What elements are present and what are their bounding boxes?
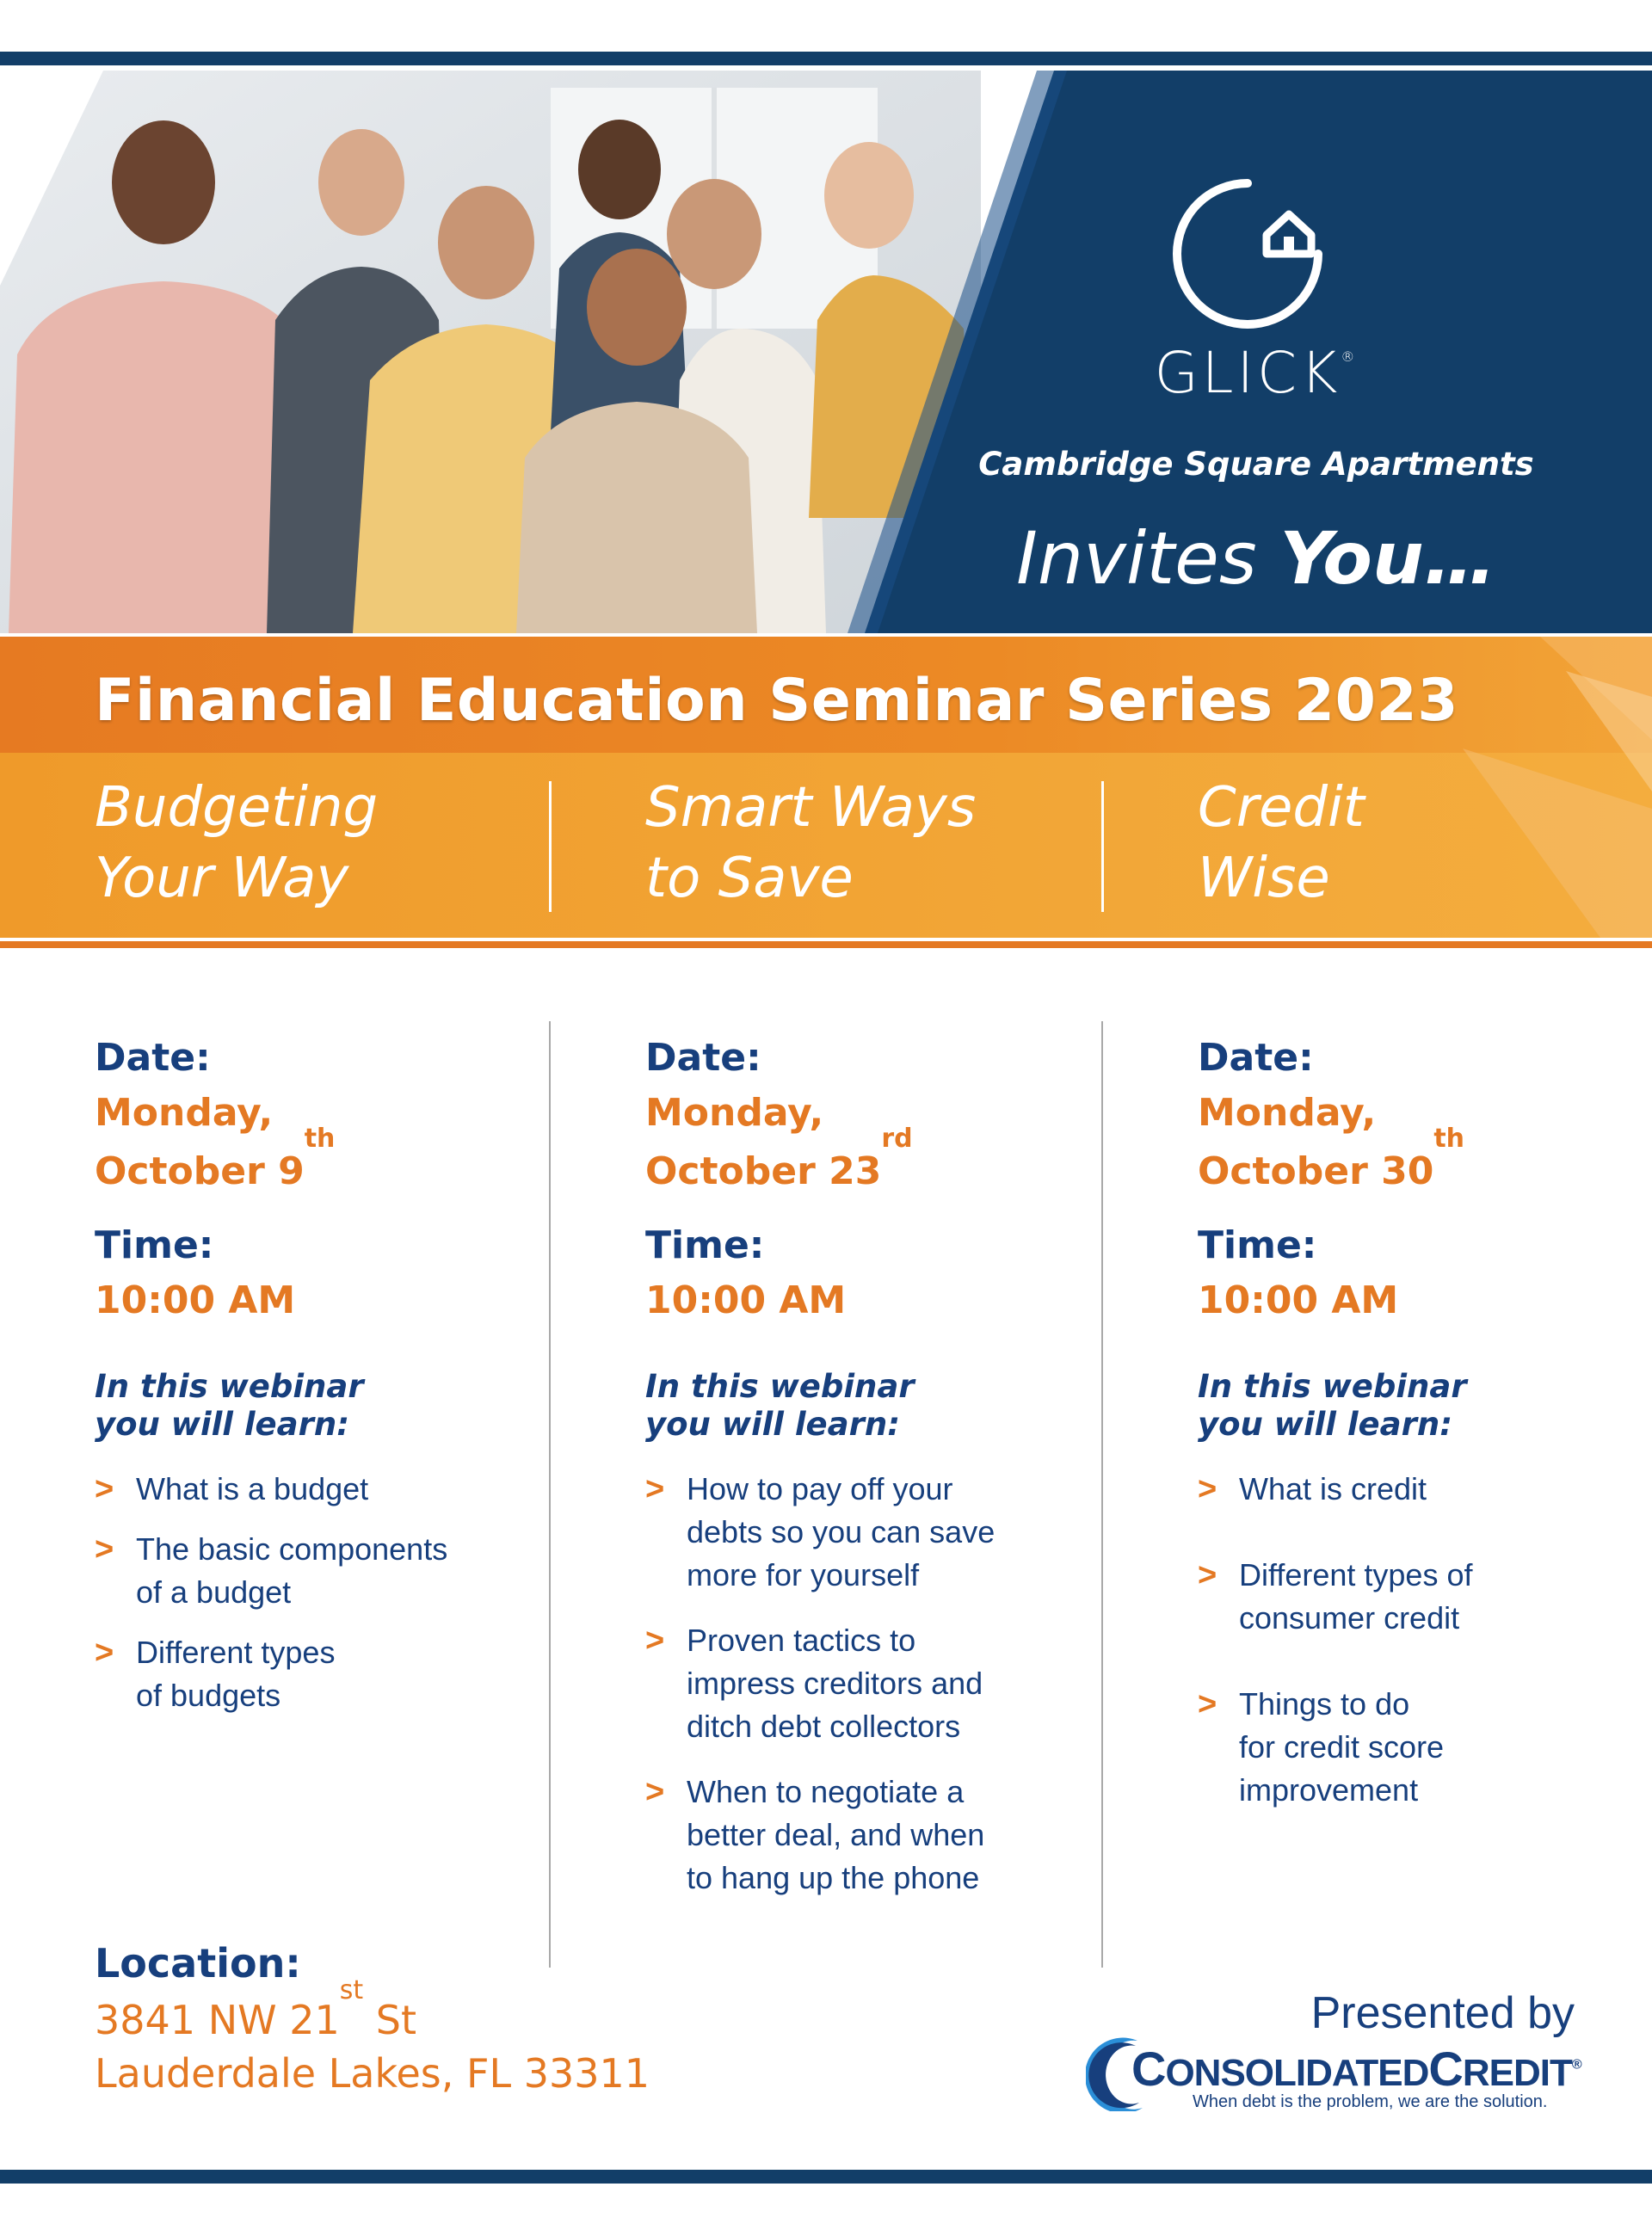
date-day (95, 1124, 576, 1201)
list-item-line: better deal, and when (687, 1817, 985, 1852)
invites-prefix: Invites (1016, 516, 1257, 601)
list-item (95, 1631, 576, 1717)
list-item-line: to hang up the phone (687, 1860, 980, 1895)
street-name: St (363, 1997, 417, 2043)
glick-house-logo-icon (1162, 168, 1334, 340)
topic-line: Smart Ways (645, 776, 977, 840)
topic-line: to Save (645, 847, 854, 910)
topic-line: Wise (1198, 847, 1330, 910)
list-item (1198, 1683, 1652, 1812)
list-item (1198, 1468, 1652, 1511)
list-item (95, 1528, 576, 1614)
presenter-name-part: REDIT (1462, 2052, 1572, 2094)
location-label: Location: (95, 1940, 301, 1987)
date-weekday: Monday, (645, 1091, 824, 1135)
list-item-line: impress creditors and (687, 1666, 983, 1701)
presenter-name-part: C (1428, 2042, 1463, 2096)
learn-heading-line: In this webinar (645, 1368, 915, 1405)
list-item-line: When to negotiate a (687, 1774, 965, 1809)
list-item-line: What is a budget (136, 1471, 369, 1506)
list-item-line: of a budget (136, 1574, 292, 1610)
date-day-text: October 30 (1198, 1149, 1434, 1193)
bottom-border-bar (0, 2170, 1652, 2184)
date-day (1198, 1124, 1652, 1201)
list-item-line: Things to do (1239, 1686, 1410, 1722)
presenter-tagline: When debt is the problem, we are the solution. (1193, 2092, 1548, 2111)
series-title: Financial Education Seminar Series 2023 (95, 667, 1459, 735)
date-label: Date: (645, 1036, 761, 1080)
list-item-line: improvement (1239, 1772, 1419, 1808)
chevron-right-icon: > (95, 1471, 114, 1507)
list-item (645, 1468, 1127, 1597)
learn-heading-line: you will learn: (645, 1406, 900, 1443)
chevron-right-icon: > (1198, 1557, 1217, 1593)
list-item-line: The basic components (136, 1531, 448, 1567)
chevron-right-icon: > (95, 1635, 114, 1671)
date-label: Date: (1198, 1036, 1314, 1080)
list-item-line: ditch debt collectors (687, 1709, 961, 1744)
topic-line: Budgeting (95, 776, 379, 840)
date-weekday: Monday, (95, 1091, 274, 1135)
learn-list (95, 1468, 576, 1717)
topic-divider (1101, 781, 1104, 912)
topic-line: Your Way (95, 847, 349, 910)
learn-heading-line: you will learn: (95, 1406, 349, 1443)
topic-budgeting (95, 773, 378, 914)
time-label: Time: (645, 1223, 765, 1267)
presenter-registered-mark: ® (1571, 2057, 1581, 2073)
orange-band-accent-rule (0, 941, 1652, 948)
list-item-line: Different types (136, 1635, 336, 1670)
location-street (95, 1975, 417, 2046)
street-ordinal: st (339, 1975, 364, 2005)
learn-heading (95, 1368, 576, 1444)
learn-list (645, 1468, 1127, 1900)
date-day (645, 1124, 1127, 1201)
topic-credit-wise (1198, 773, 1365, 914)
list-item (645, 1771, 1127, 1900)
presenter-name-part: C (1131, 2042, 1166, 2096)
learn-heading (645, 1368, 1127, 1444)
list-item-line: What is credit (1239, 1471, 1427, 1506)
topic-smart-ways (645, 773, 976, 914)
topic-divider (549, 781, 552, 912)
list-item (1198, 1554, 1652, 1640)
list-item-line: How to pay off your (687, 1471, 953, 1506)
time-label: Time: (1198, 1223, 1317, 1267)
date-label: Date: (95, 1036, 211, 1080)
list-item-line: consumer credit (1239, 1600, 1460, 1635)
street-number: 3841 NW 21 (95, 1997, 340, 2043)
time-value: 10:00 AM (645, 1278, 847, 1322)
invites-heading (929, 516, 1583, 601)
location-city: Lauderdale Lakes, FL 33311 (95, 2050, 650, 2097)
date-ordinal: th (304, 1124, 336, 1154)
chevron-right-icon: > (1198, 1471, 1217, 1507)
date-day-text: October 23 (645, 1149, 882, 1193)
presenter-name-part: ONSOLIDATED (1165, 2052, 1429, 2094)
chevron-right-icon: > (1198, 1686, 1217, 1722)
list-item (95, 1468, 576, 1511)
invites-emphasis: You… (1279, 516, 1496, 601)
list-item-line: Different types of (1239, 1557, 1473, 1592)
learn-heading-line: In this webinar (1198, 1368, 1467, 1405)
session-column-1 (95, 1032, 576, 1717)
time-value: 10:00 AM (1198, 1278, 1399, 1322)
brand-registered-mark: ® (1341, 348, 1355, 365)
list-item (645, 1619, 1127, 1748)
date-ordinal: rd (881, 1124, 913, 1154)
time-value: 10:00 AM (95, 1278, 296, 1322)
presented-by-label: Presented by (1310, 1988, 1575, 2038)
date-ordinal: th (1433, 1124, 1465, 1154)
time-label: Time: (95, 1223, 214, 1267)
list-item-line: for credit score (1239, 1729, 1445, 1765)
learn-list (1198, 1468, 1652, 1812)
chevron-right-icon: > (645, 1471, 665, 1507)
date-day-text: October 9 (95, 1149, 305, 1193)
brand-text: GLICK (1154, 340, 1341, 406)
chevron-right-icon: > (645, 1774, 665, 1810)
learn-heading-line: you will learn: (1198, 1406, 1452, 1443)
top-border-bar (0, 52, 1652, 65)
brand-name (1082, 340, 1427, 406)
property-name: Cambridge Square Apartments (978, 446, 1534, 483)
learn-heading (1198, 1368, 1652, 1444)
list-item-line: of budgets (136, 1678, 281, 1713)
session-column-3 (1198, 1032, 1652, 1812)
chevron-right-icon: > (95, 1531, 114, 1568)
list-item-line: more for yourself (687, 1557, 920, 1592)
chevron-right-icon: > (645, 1623, 665, 1659)
presenter-name (1131, 2041, 1581, 2097)
learn-heading-line: In this webinar (95, 1368, 364, 1405)
topic-line: Credit (1198, 776, 1365, 840)
list-item-line: Proven tactics to (687, 1623, 916, 1658)
list-item-line: debts so you can save (687, 1514, 996, 1549)
session-column-2 (645, 1032, 1127, 1900)
date-weekday: Monday, (1198, 1091, 1377, 1135)
